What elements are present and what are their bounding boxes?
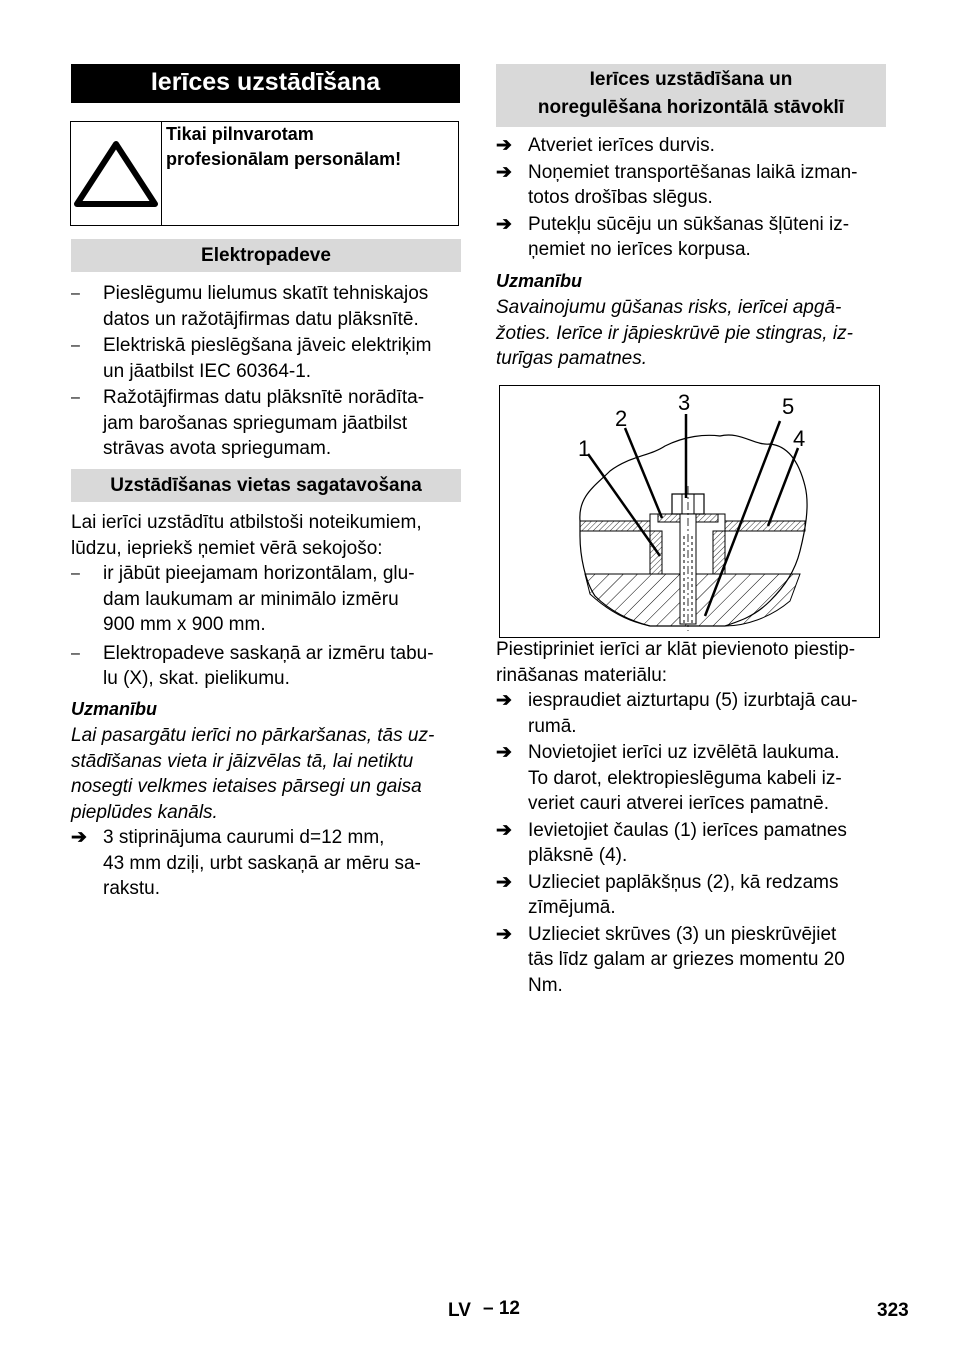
figure-label-3: 3 (678, 390, 691, 415)
step-line: Atveriet ierīces durvis. (528, 135, 715, 156)
list-item-line: un jāatbilst IEC 60364-1. (103, 360, 312, 382)
step-item (496, 740, 891, 817)
note-heading: Uzmanību (496, 270, 583, 291)
right-assembly (496, 637, 891, 998)
note-line: stādīšanas vieta ir jāizvēlas tā, lai netiktu (71, 750, 414, 772)
site-intro-line: Lai ierīci uzstādītu atbilstoši noteikumiem, (71, 512, 422, 533)
page-number (877, 1298, 909, 1324)
list-item-line: Elektriskā pieslēgšana jāveic elektriķim (103, 335, 432, 356)
step-item (71, 825, 466, 902)
dash-marker: – (71, 389, 80, 406)
step-line: tās līdz galam ar griezes momentu 20 (528, 949, 845, 970)
arrow-marker: ➔ (496, 742, 512, 763)
right-heading-line: Ierīces uzstādīšana un (589, 69, 793, 90)
dash-marker: – (71, 337, 80, 354)
note-line: turīgas pamatnes. (496, 348, 648, 369)
step-line: ņemiet no ierīces korpusa. (528, 239, 751, 260)
right-heading-line: noregulēšana horizontālā stāvoklī (537, 97, 845, 118)
footer-page-local (483, 1296, 520, 1322)
list-item-line: strāvas avota spriegumam. (103, 438, 332, 459)
step-item (496, 688, 891, 739)
list-item (71, 561, 466, 638)
note-line: pieplūdes kanāls. (71, 801, 218, 823)
list-item (71, 385, 466, 462)
arrow-marker: ➔ (496, 213, 512, 235)
warning-triangle-icon (71, 122, 161, 225)
footer-page-local-text: – 12 (483, 1298, 520, 1319)
step-line: rumā. (528, 715, 577, 737)
footer-lang-text: LV (448, 1300, 471, 1321)
list-item-line: 900 mm x 900 mm. (103, 614, 266, 635)
warning-icon-cell (71, 122, 162, 225)
arrow-marker: ➔ (496, 819, 512, 841)
step-line: totos drošības slēgus. (528, 187, 713, 208)
bolt-mounting-diagram (500, 386, 879, 637)
note-heading: Uzmanību (71, 698, 158, 719)
step-line: veriet cauri atverei ierīces pamatnē. (528, 793, 829, 814)
arrow-marker: ➔ (496, 135, 512, 156)
step-line: plāksnē (4). (528, 845, 628, 866)
right-steps (496, 133, 891, 372)
dash-marker: – (71, 285, 80, 302)
assembly-intro-line: rināšanas materiālu: (496, 664, 668, 686)
note-line: Lai pasargātu ierīci no pārkaršanas, tās uz- (71, 725, 435, 746)
step-line: 3 stiprinājuma caurumi d=12 mm, (103, 827, 385, 848)
list-item-line: Ražotājfirmas datu plāksnītē norādīta- (103, 387, 425, 408)
list-item (71, 641, 466, 692)
list-item-line: dam laukumam ar minimālo izmēru (103, 588, 399, 610)
section-heading-site (71, 469, 461, 502)
arrow-marker: ➔ (71, 827, 87, 848)
section-heading-power-text: Elektropadeve (201, 245, 331, 266)
note-text (496, 295, 891, 372)
step-line: Ievietojiet čaulas (1) ierīces pamatnes (528, 819, 847, 841)
main-title (71, 64, 460, 103)
arrow-marker: ➔ (496, 871, 512, 893)
site-section (71, 510, 466, 902)
arrow-marker: ➔ (496, 923, 512, 945)
step-item (496, 818, 891, 869)
footer-lang (448, 1298, 471, 1324)
power-list (71, 281, 466, 462)
list-item-line: Elektropadeve saskaņā ar izmēru tabu- (103, 642, 434, 664)
figure-label-4: 4 (793, 426, 806, 451)
page-number-text: 323 (877, 1300, 909, 1321)
note-line: Savainojumu gūšanas risks, ierīcei apgā- (496, 297, 842, 318)
list-item (71, 281, 466, 332)
warning-text-line: profesionālam personālam! (166, 149, 402, 169)
list-item-line: datos un ražotājfirmas datu plāksnītē. (103, 308, 419, 330)
dash-marker: – (71, 565, 80, 582)
site-intro (71, 510, 466, 561)
list-item-line: jam barošanas spriegumam jāatbilst (103, 412, 408, 434)
step-line: 43 mm dziļi, urbt saskaņā ar mēru sa- (103, 852, 421, 874)
step-item (496, 212, 891, 263)
step-item (496, 133, 891, 159)
dash-marker: – (71, 644, 80, 662)
step-line: zīmējumā. (528, 897, 616, 918)
step-item (496, 160, 891, 211)
step-item (496, 870, 891, 921)
step-line: Uzlieciet paplākšņus (2), kā redzams (528, 871, 839, 893)
arrow-marker: ➔ (496, 690, 512, 711)
warning-text-line: Tikai pilnvarotam (166, 124, 314, 144)
right-section-heading (496, 64, 886, 127)
main-title-text: Ierīces uzstādīšana (150, 68, 381, 96)
step-line: iespraudiet aizturtapu (5) izurbtajā cau- (528, 690, 858, 711)
section-heading-site-text: Uzstādīšanas vietas sagatavošana (110, 475, 422, 496)
note-line: nosegti velkmes ietaises pārsegi un gaisa (71, 776, 422, 797)
list-item-line: ir jābūt pieejamam horizontālam, glu- (103, 563, 415, 584)
step-line: Putekļu sūcēju un sūkšanas šļūteni iz- (528, 213, 850, 235)
note-line: žoties. Ierīce ir jāpieskrūvē pie stingras, iz- (496, 322, 853, 344)
assembly-intro (496, 637, 891, 688)
list-item (71, 333, 466, 384)
step-line: Noņemiet transportēšanas laikā izman- (528, 161, 858, 183)
warning-box (70, 121, 459, 226)
figure-label-2: 2 (615, 406, 628, 431)
step-line: Nm. (528, 974, 563, 996)
assembly-intro-line: Piestipriniet ierīci ar klāt pievienoto piestip- (496, 639, 856, 660)
figure-label-1: 1 (578, 436, 591, 461)
step-item (496, 922, 891, 999)
step-line: Uzlieciet skrūves (3) un pieskrūvējiet (528, 923, 837, 945)
step-line: Novietojiet ierīci uz izvēlētā laukuma. (528, 742, 840, 763)
step-line: To darot, elektropieslēguma kabeli iz- (528, 767, 842, 789)
step-line: rakstu. (103, 878, 161, 899)
arrow-marker: ➔ (496, 161, 512, 183)
site-intro-line: lūdzu, iepriekš ņemiet vērā sekojošo: (71, 537, 383, 559)
list-item-line: lu (X), skat. pielikumu. (103, 668, 290, 689)
warning-text (166, 122, 454, 172)
note-text (71, 723, 466, 825)
section-heading-power (71, 239, 461, 272)
installation-figure (499, 385, 880, 638)
figure-label-5: 5 (782, 394, 795, 419)
list-item-line: Pieslēgumu lielumus skatīt tehniskajos (103, 283, 429, 304)
